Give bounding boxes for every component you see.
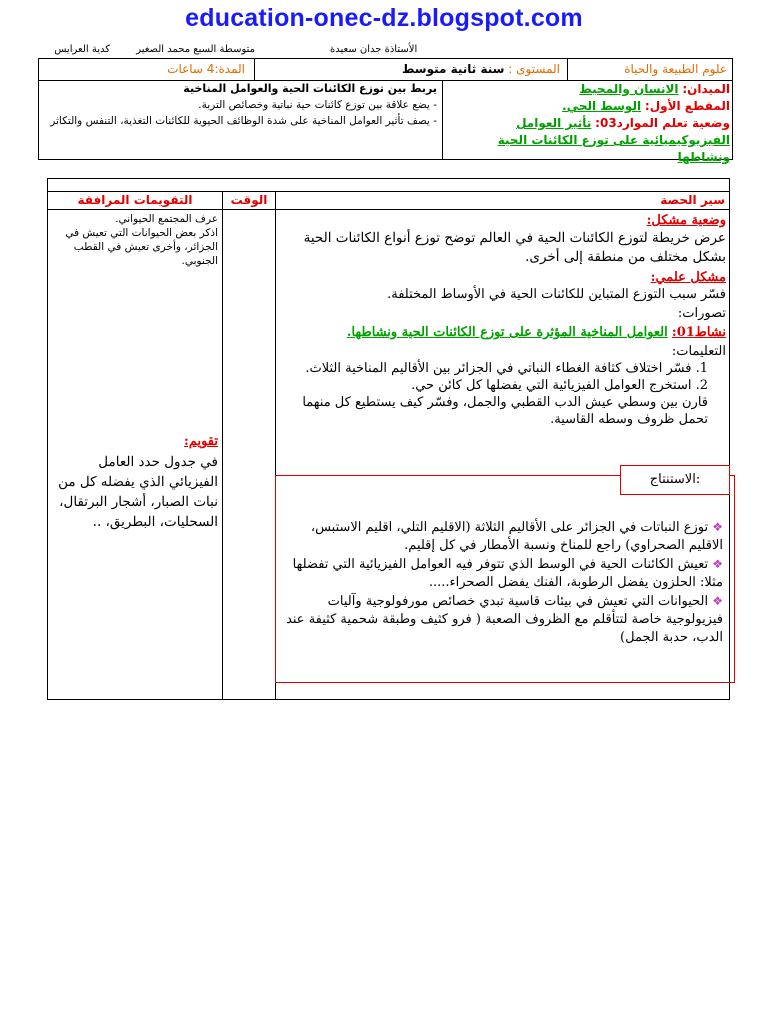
info-right-column <box>444 81 730 166</box>
diamond-bullet-icon: ❖ <box>712 594 723 608</box>
conclusion-item-1: ❖ توزع النباتات في الجزائر على الأقاليم الثلاثة (الاقليم التلي، اقليم الاستبس، الاقليم الصحراوي) راجع للمناخ ونسبة الأمطار في كل إقليم. <box>310 520 723 553</box>
problem-situation-text: عرض خريطة لتوزع الكائنات الحية في العالم توضح توزع أنواع الكائنات الحية بشكل مختلف من منطقة إلى أخرى. <box>303 230 726 265</box>
objective-title: يربط بين توزع الكائنات الحية والعوامل المناخية <box>183 82 437 95</box>
field-value: الانسان والمحيط <box>579 82 679 96</box>
diamond-bullet-icon: ❖ <box>712 520 723 534</box>
assessment-line-1: عرف المجتمع الحيواني. <box>115 213 218 225</box>
conclusion-label: الاستنتاج: <box>620 465 730 495</box>
instruction-1: 1. فسّر اختلاف كثافة الغطاء النباتي في الجزائر بين الأقاليم المناخية الثلاث. <box>305 361 708 376</box>
activity-title: العوامل المناخية المؤثرة على توزع الكائنات الحية ونشاطها. <box>346 325 668 340</box>
situation-line <box>444 115 730 166</box>
assessment-line-2: اذكر بعض الحيوانات التي تعيش في الجزائر، وأخرى تعيش في القطب الجنوبي. <box>65 227 218 267</box>
level-value: سنة ثانية متوسط <box>401 62 505 76</box>
instruction-2: 2. استخرج العوامل الفيزيائية التي يفضلها كل كائن حي. <box>411 378 708 393</box>
evaluation-label: تقويم: <box>184 434 218 449</box>
teacher-name: الأستاذة جدان سعيدة <box>330 44 418 55</box>
duration: المدة:4 ساعات <box>167 62 245 76</box>
conclusion-item-2: ❖ تعيش الكائنات الحية في الوسط الذي تتوفر فيه العوامل الفيزيائية التي تفضلها مثلا: الحلزون يفضل الرطوبة، الفنك يفضل الصحراء..... <box>292 557 723 590</box>
scientific-problem-label: مشكل علمي: <box>650 270 726 285</box>
evaluation-text: في جدول حدد العامل الفيزيائي الذي يفضله كل من نبات الصبار، أشجار البرتقال، السحليات، البطريق، .. <box>58 454 218 530</box>
scientific-problem-text: فسّر سبب التوزع المتباين للكائنات الحية في الأوساط المختلفة. <box>387 287 726 302</box>
segment-line <box>444 98 730 115</box>
town-name: كدية العرايس <box>54 44 110 55</box>
objective-item-2: - يصف تأثير العوامل المناخية على شدة الوظائف الحيوية للكائنات التغذية، التنفس والتكاثر <box>50 115 437 127</box>
subject: علوم الطبيعة والحياة <box>624 62 727 76</box>
problem-situation-label: وضعية مشكل: <box>646 213 726 228</box>
instructions-label: التعليمات: <box>671 344 726 359</box>
conceptions-label: تصورات: <box>677 306 726 321</box>
activity-line <box>280 324 726 341</box>
situation-label: وضعية تعلم الموارد03: <box>595 116 730 130</box>
activity-label: نشاط01: <box>671 325 726 340</box>
conclusion-item-3: ❖ الحيوانات التي تعيش في بيئات قاسية تبدي خصائص مورفولوجية وآليات فيزيولوجية خاصة لتتأقلم مع الظروف الصعبة ( فرو كثيف وطبقة شحمية كثيفة عند الدب، حدبة الجمل) <box>286 594 723 645</box>
objective-item-1: - يضع علاقة بين توزع كائنات حية نباتية وخصائص التربة. <box>198 99 437 111</box>
field-line <box>444 81 730 98</box>
segment-label: المقطع الأول: <box>644 99 730 113</box>
level <box>254 59 566 80</box>
conclusions-list <box>285 518 723 647</box>
diamond-bullet-icon: ❖ <box>712 557 723 571</box>
assessment-column <box>52 212 218 268</box>
header-assessment: التقويمات المرافقة <box>77 193 193 207</box>
site-url-header: education-onec-dz.blogspot.com <box>185 4 583 32</box>
lesson-content <box>280 212 726 428</box>
header-time: الوقت <box>230 193 268 207</box>
info-objectives <box>43 81 437 129</box>
level-label: المستوى : <box>508 62 560 76</box>
compare-text: قارن بين وسطي عيش الدب القطبي والجمل، وفسّر كيف يستطيع كل منهما تحمل ظروف وسطه القاسية. <box>302 395 708 427</box>
info-table <box>38 58 733 164</box>
field-label: الميدان: <box>682 82 730 96</box>
info-row-top <box>39 59 732 81</box>
header-progress: سير الحصة <box>660 193 725 207</box>
segment-value: الوسط الحي. <box>562 99 642 113</box>
evaluation-block <box>52 432 218 532</box>
situation-value: تأثير العوامل الفيزيوكيميائية على توزع الكائنات الحية ونشاطها <box>497 116 730 164</box>
school-name: متوسطة السبع محمد الصغير <box>136 44 255 55</box>
